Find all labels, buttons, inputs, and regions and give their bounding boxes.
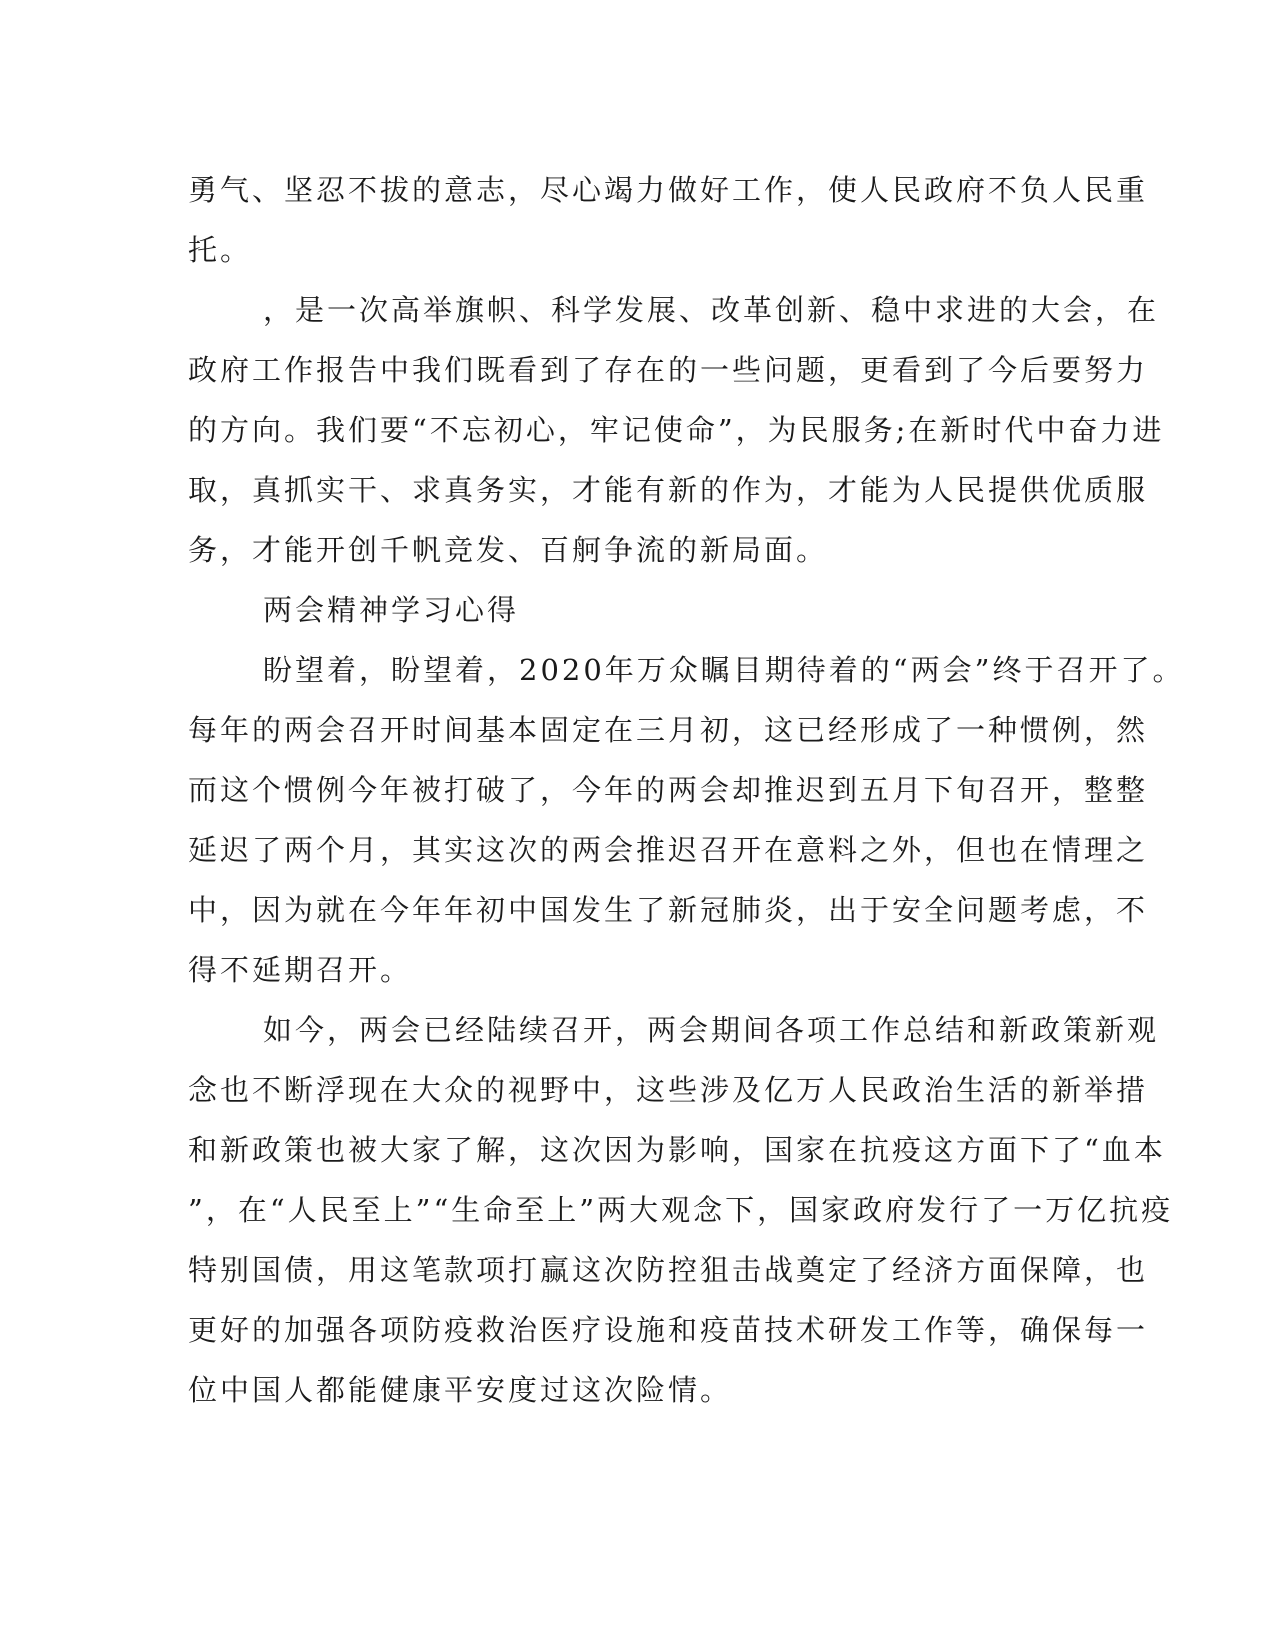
text-line: 托。 bbox=[188, 233, 253, 267]
text-line: 念也不断浮现在大众的视野中，这些涉及亿万人民政治生活的新举措 bbox=[188, 1073, 1149, 1107]
text-line: 位中国人都能健康平安度过这次险情。 bbox=[188, 1373, 733, 1407]
text-line: 务，才能开创千帆竞发、百舸争流的新局面。 bbox=[188, 533, 829, 567]
text-line: 中，因为就在今年年初中国发生了新冠肺炎，出于安全问题考虑，不 bbox=[188, 893, 1149, 927]
section-heading: 两会精神学习心得 bbox=[263, 593, 520, 627]
text-line: 取，真抓实干、求真务实，才能有新的作为，才能为人民提供优质服 bbox=[188, 473, 1149, 507]
text-line: 和新政策也被大家了解，这次因为影响，国家在抗疫这方面下了“血本 bbox=[188, 1133, 1166, 1167]
text-line: 勇气、坚忍不拔的意志，尽心竭力做好工作，使人民政府不负人民重 bbox=[188, 173, 1149, 207]
text-line: 而这个惯例今年被打破了，今年的两会却推迟到五月下旬召开，整整 bbox=[188, 773, 1149, 807]
text-line: 政府工作报告中我们既看到了存在的一些问题，更看到了今后要努力 bbox=[188, 353, 1149, 387]
body-text bbox=[188, 160, 1185, 1420]
text-line: 每年的两会召开时间基本固定在三月初，这已经形成了一种惯例，然 bbox=[188, 713, 1149, 747]
text-line: 得不延期召开。 bbox=[188, 953, 413, 987]
text-line: 特别国债，用这笔款项打赢这次防控狙击战奠定了经济方面保障，也 bbox=[188, 1253, 1149, 1287]
text-line: 盼望着，盼望着，2020年万众瞩目期待着的“两会”终于召开了。 bbox=[263, 653, 1185, 687]
text-line: ”，在“人民至上”“生命至上”两大观念下，国家政府发行了一万亿抗疫 bbox=[188, 1193, 1174, 1227]
text-line: 延迟了两个月，其实这次的两会推迟召开在意料之外，但也在情理之 bbox=[188, 833, 1149, 867]
text-line: 更好的加强各项防疫救治医疗设施和疫苗技术研发工作等，确保每一 bbox=[188, 1313, 1149, 1347]
text-line: 如今，两会已经陆续召开，两会期间各项工作总结和新政策新观 bbox=[263, 1013, 1160, 1047]
text-line: 的方向。我们要“不忘初心，牢记使命”，为民服务;在新时代中奋力进 bbox=[188, 413, 1165, 447]
text-line: ，是一次高举旗帜、科学发展、改革创新、稳中求进的大会，在 bbox=[263, 293, 1160, 327]
